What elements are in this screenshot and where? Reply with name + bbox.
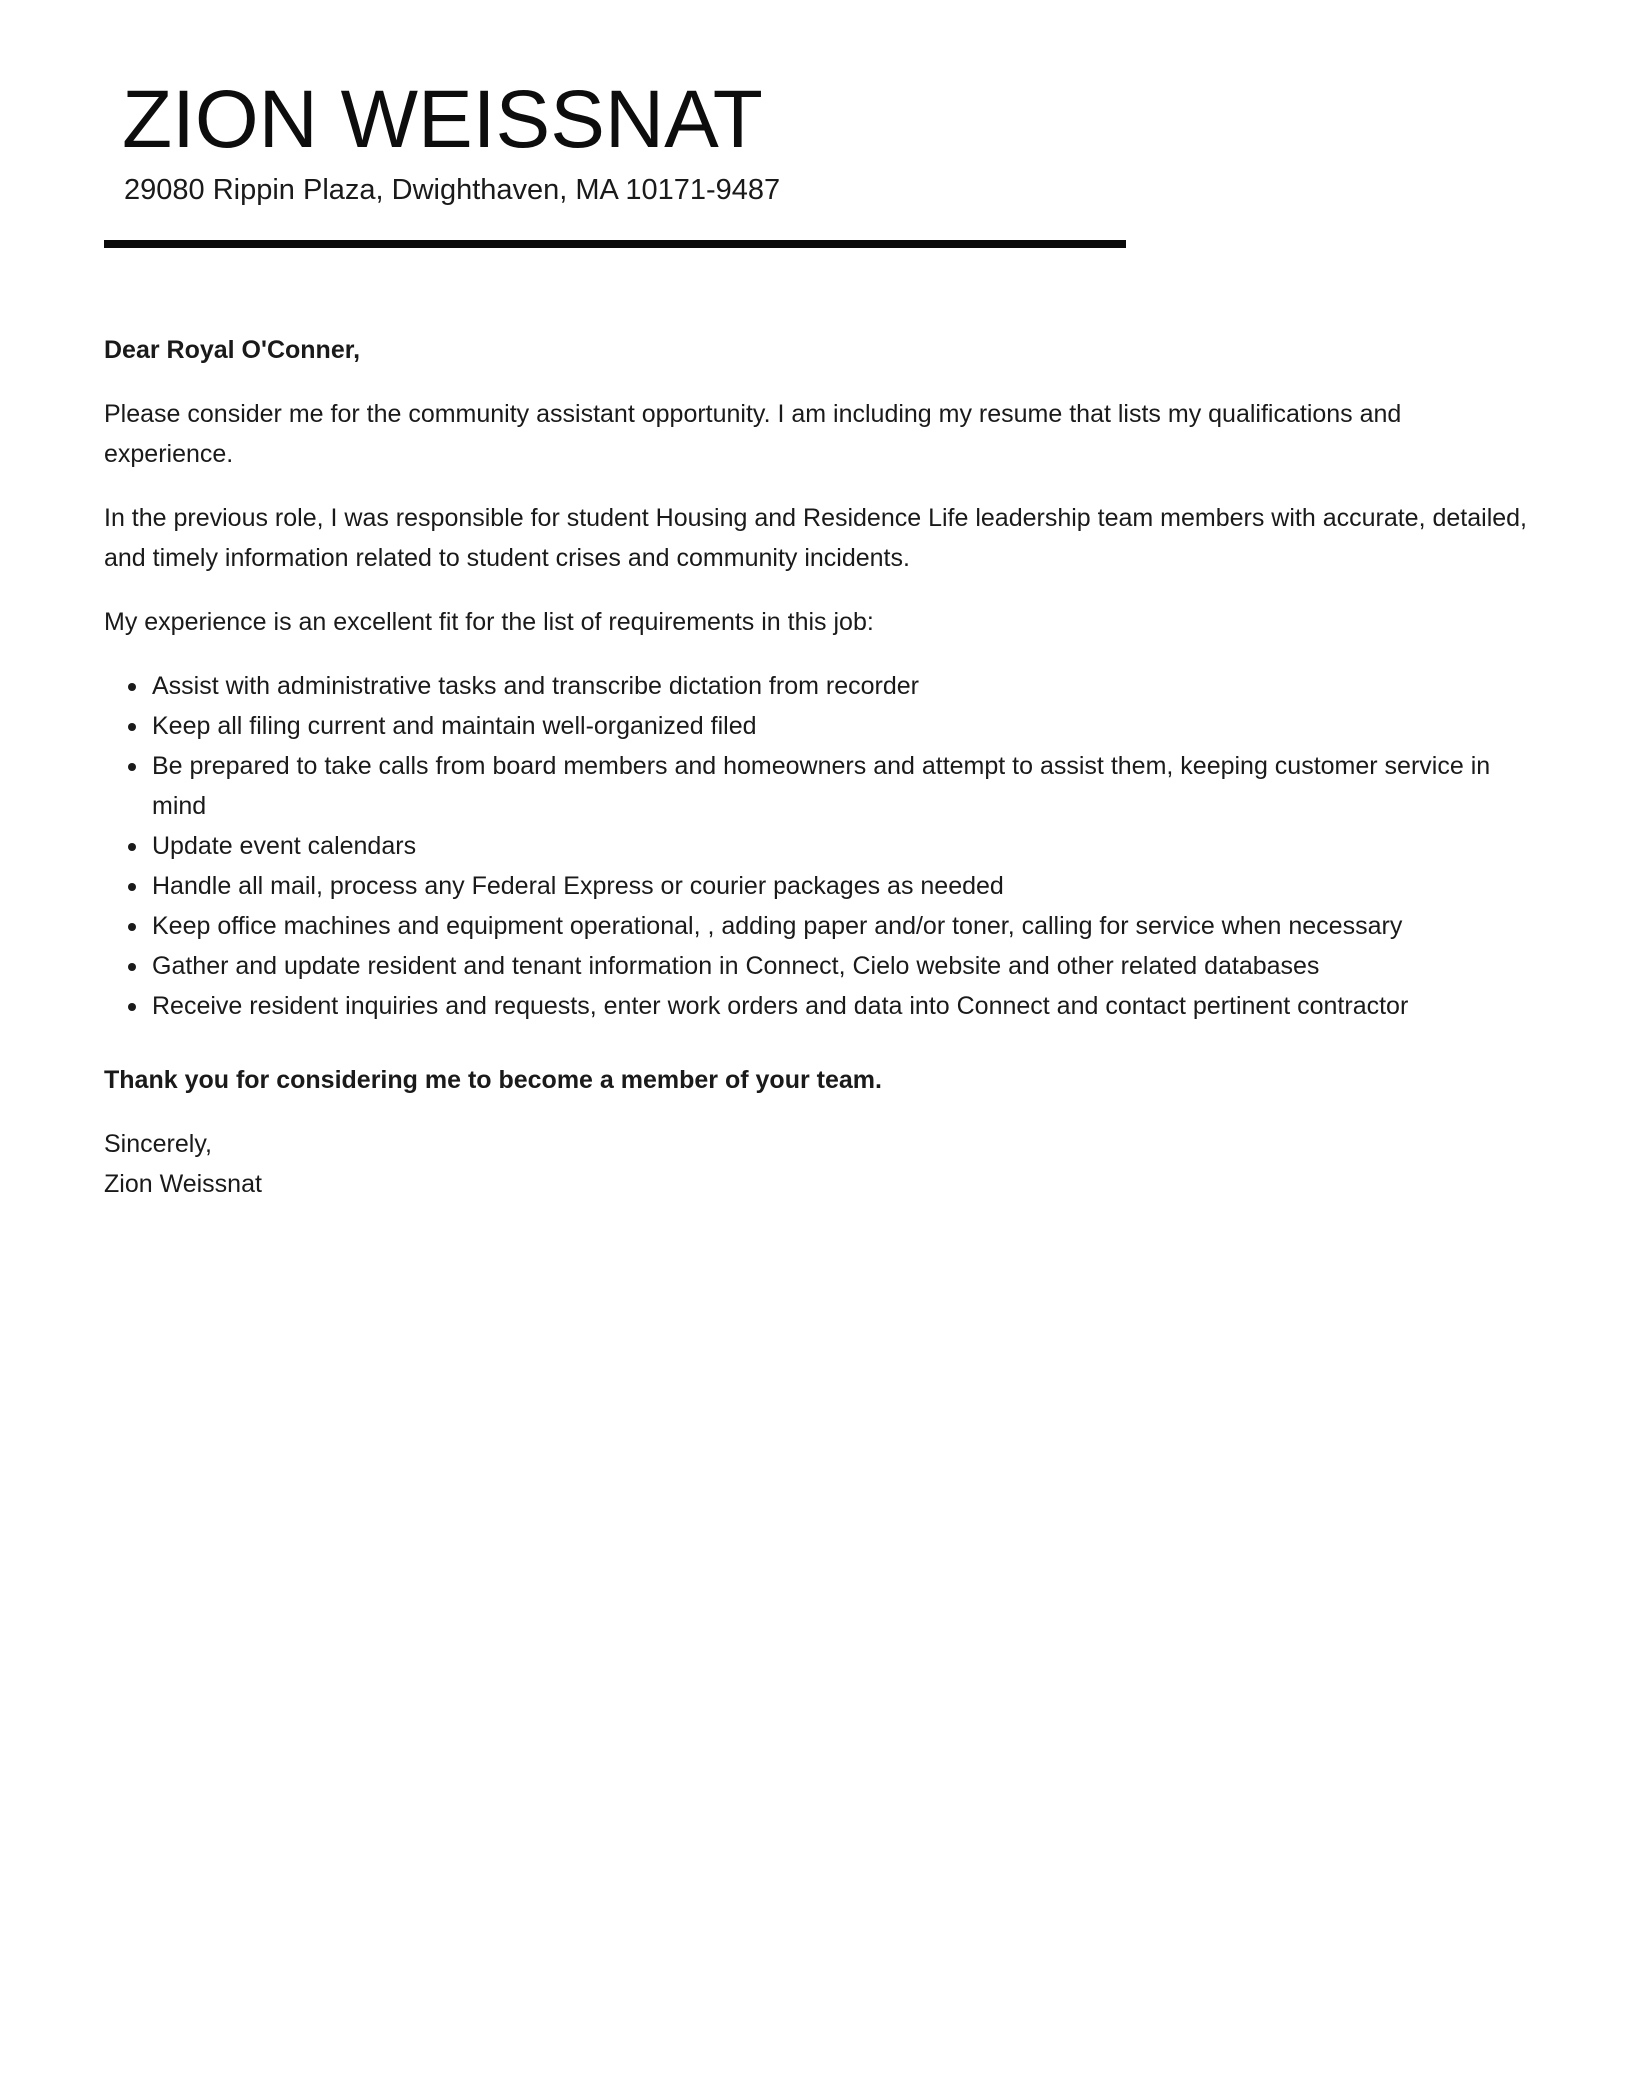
signature-name: Zion Weissnat (104, 1170, 262, 1198)
requirements-list (104, 666, 1534, 1026)
applicant-name: ZION WEISSNAT (122, 74, 763, 165)
paragraph-intro: Please consider me for the community assistant opportunity. I am including my resume that lists my qualifications and experience. (104, 400, 1402, 468)
list-item: Update event calendars (152, 826, 1534, 866)
paragraph-previous-role: In the previous role, I was responsible for student Housing and Residence Life leadership team members with accurate, detailed, and timely information related to student crises and community incidents. (104, 504, 1527, 572)
list-item: Be prepared to take calls from board members and homeowners and attempt to assist them, keeping customer service in mind (152, 746, 1534, 826)
list-item: Keep office machines and equipment operational, , adding paper and/or toner, calling for service when necessary (152, 906, 1534, 946)
applicant-address: 29080 Rippin Plaza, Dwighthaven, MA 10171-9487 (124, 174, 781, 206)
paragraph-fit: My experience is an excellent fit for the list of requirements in this job: (104, 608, 874, 636)
list-item: Assist with administrative tasks and transcribe dictation from recorder (152, 666, 1534, 706)
closing-line: Thank you for considering me to become a member of your team. (104, 1066, 882, 1094)
list-item: Gather and update resident and tenant information in Connect, Cielo website and other related databases (152, 946, 1534, 986)
header-divider (104, 240, 1126, 248)
list-item: Receive resident inquiries and requests, enter work orders and data into Connect and contact pertinent contractor (152, 986, 1534, 1026)
letter-body (104, 330, 1534, 1204)
salutation: Dear Royal O'Conner, (104, 336, 361, 364)
list-item: Keep all filing current and maintain well-organized filed (152, 706, 1534, 746)
list-item: Handle all mail, process any Federal Express or courier packages as needed (152, 866, 1534, 906)
signoff: Sincerely, (104, 1130, 212, 1158)
